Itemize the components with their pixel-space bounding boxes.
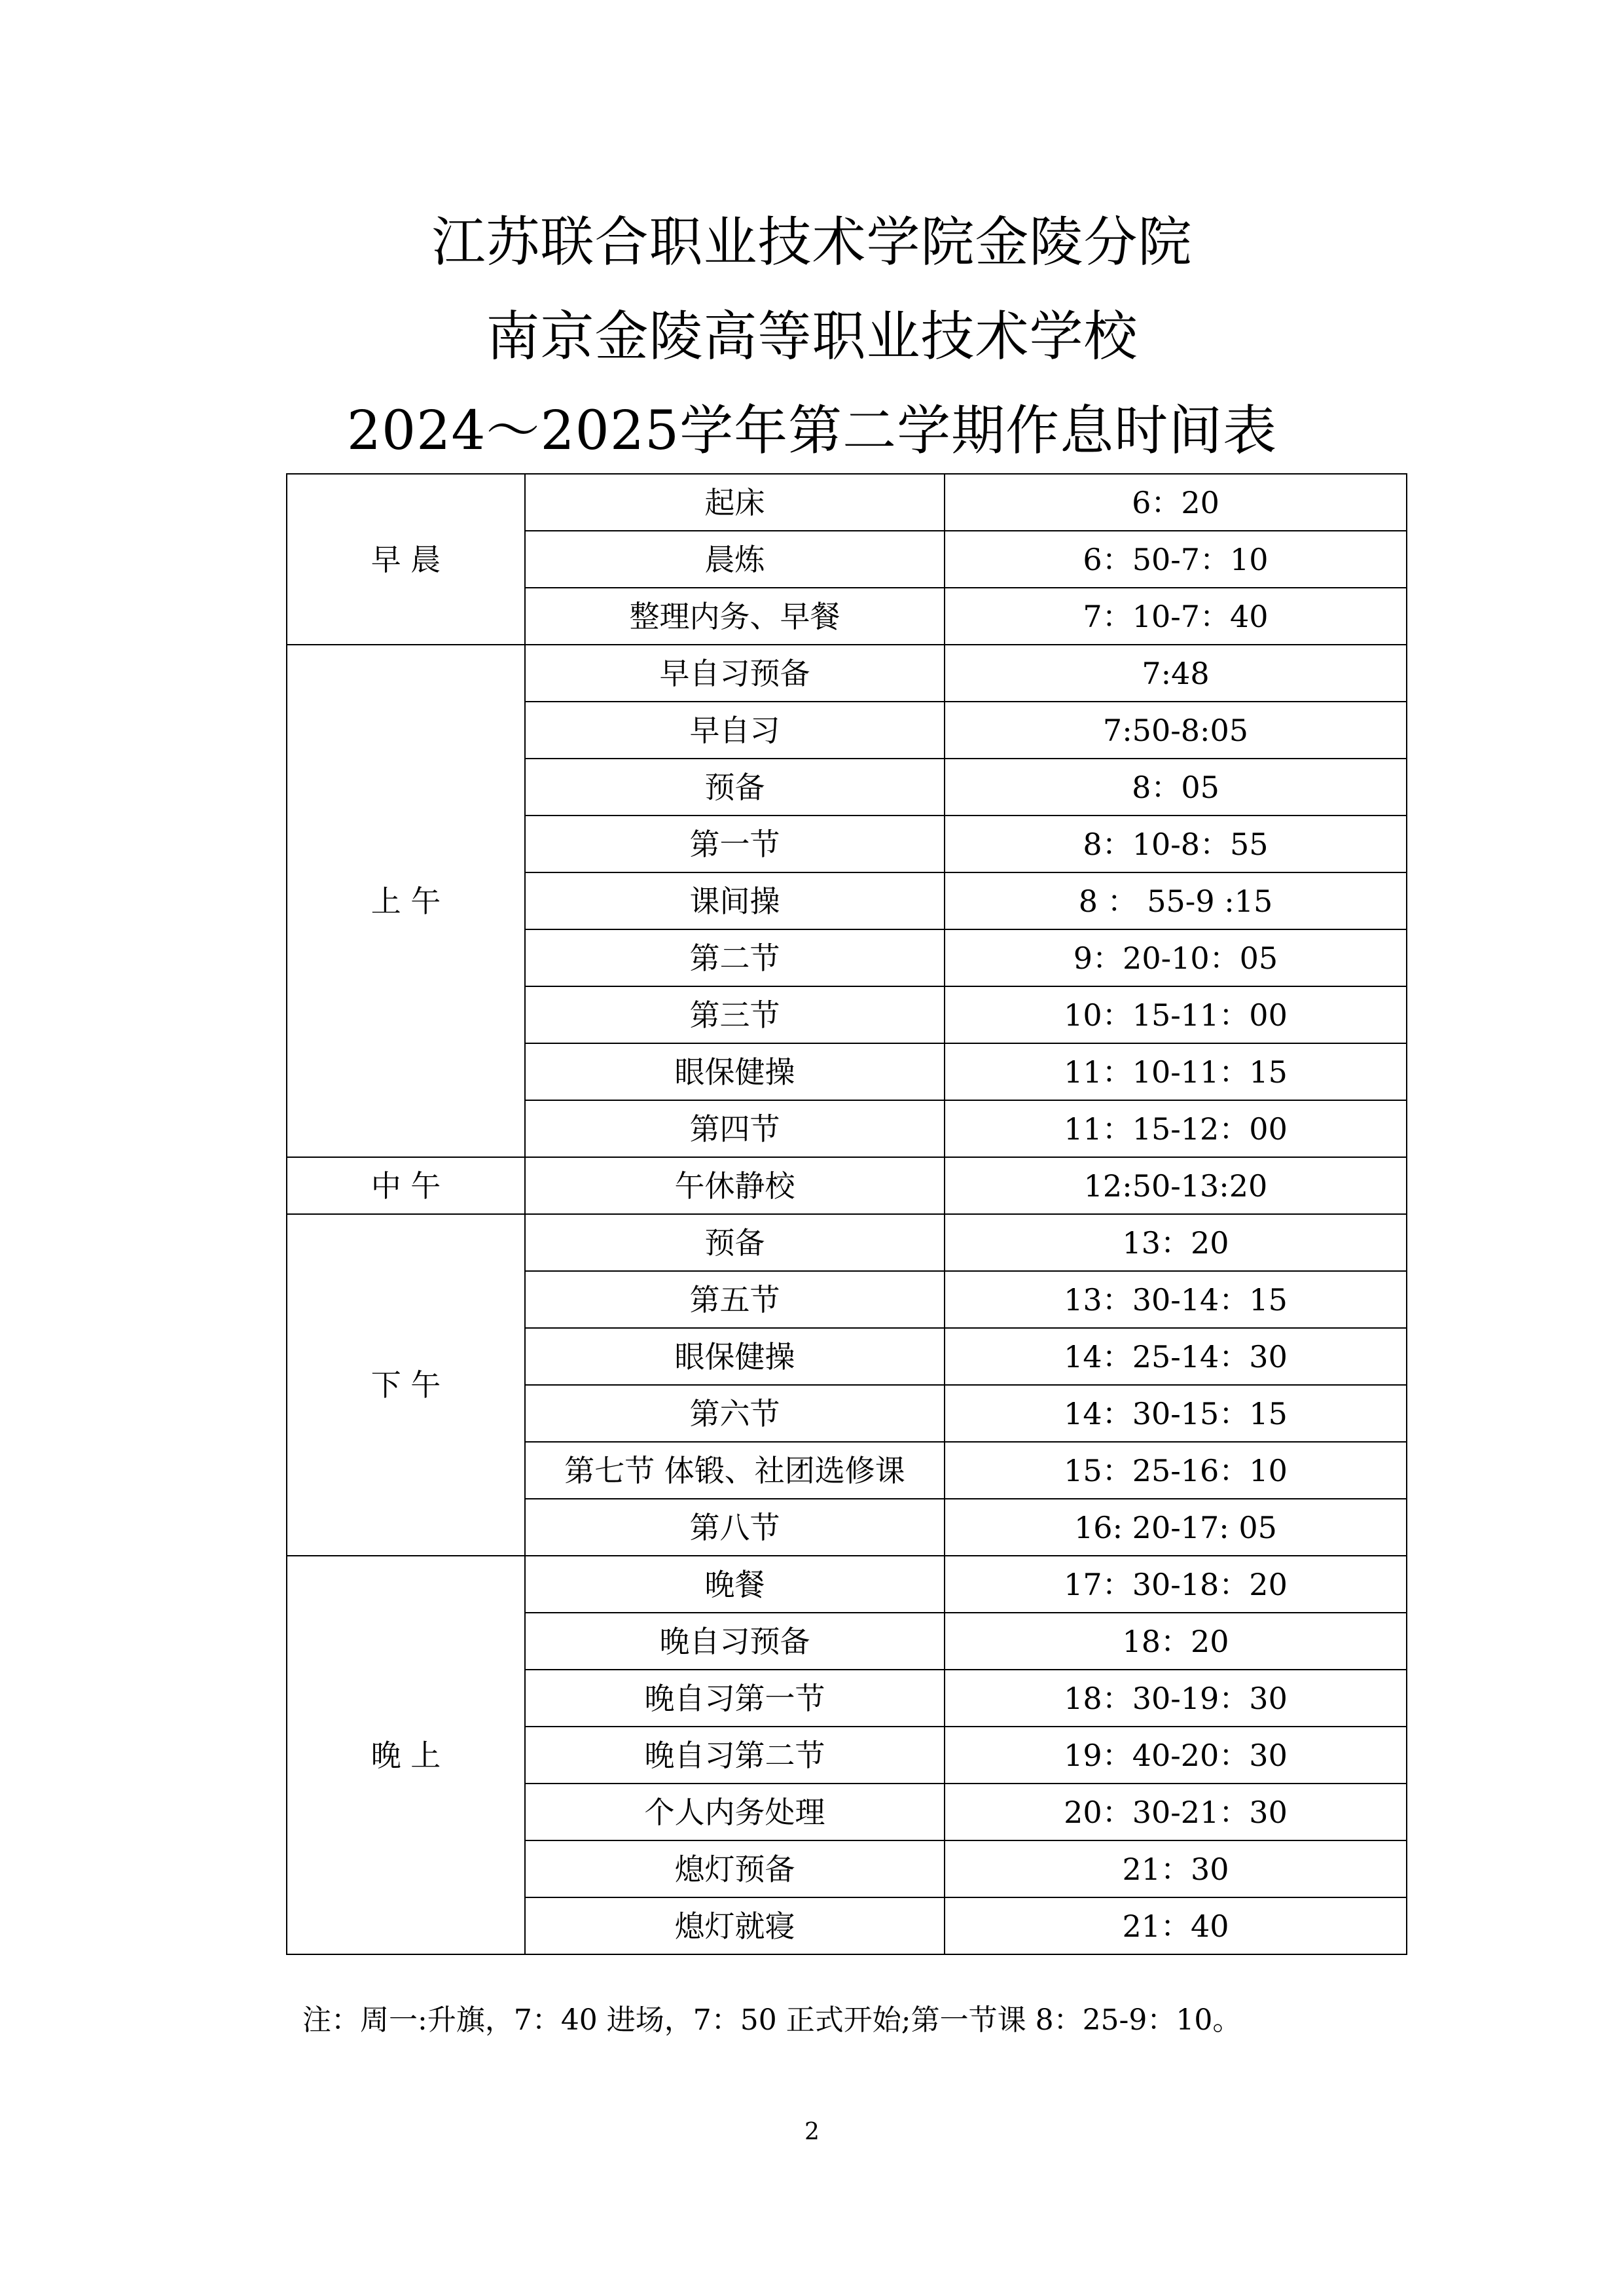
period-cell: 下 午 [287,1214,525,1556]
activity-cell: 个人内务处理 [525,1784,945,1840]
time-cell: 12:50-13:20 [945,1157,1407,1214]
activity-cell: 熄灯预备 [525,1840,945,1897]
schedule-table [286,473,1407,1955]
time-cell: 11：15-12：00 [945,1100,1407,1157]
activity-cell: 第七节 体锻、社团选修课 [525,1442,945,1499]
time-cell: 15：25-16：10 [945,1442,1407,1499]
document-header [0,211,1624,462]
time-cell: 13：30-14：15 [945,1271,1407,1328]
schedule-note: 注：周一:升旗，7：40 进场，7：50 正式开始;第一节课 8：25-9：10。 [302,2003,1242,2037]
activity-cell: 晚自习第二节 [525,1727,945,1784]
school-name-line-2: 南京金陵高等职业技术学校 [486,306,1138,368]
activity-cell: 眼保健操 [525,1043,945,1100]
time-cell: 21：30 [945,1840,1407,1897]
time-cell: 21：40 [945,1897,1407,1954]
activity-cell: 早自习预备 [525,645,945,702]
activity-cell: 第五节 [525,1271,945,1328]
activity-cell: 眼保健操 [525,1328,945,1385]
table-row [287,1556,1407,1613]
time-cell: 20：30-21：30 [945,1784,1407,1840]
activity-cell: 第一节 [525,816,945,872]
time-cell: 7:48 [945,645,1407,702]
schedule-title: 2024～2025学年第二学期作息时间表 [346,400,1278,462]
time-cell: 6：50-7：10 [945,531,1407,588]
time-cell: 18：20 [945,1613,1407,1670]
activity-cell: 整理内务、早餐 [525,588,945,645]
time-cell: 8：05 [945,759,1407,816]
activity-cell: 第四节 [525,1100,945,1157]
time-cell: 13：20 [945,1214,1407,1271]
period-cell: 早 晨 [287,474,525,645]
page-number: 2 [804,2119,820,2145]
activity-cell: 晚自习第一节 [525,1670,945,1727]
time-cell: 7:50-8:05 [945,702,1407,759]
activity-cell: 晚餐 [525,1556,945,1613]
time-cell: 8：10-8：55 [945,816,1407,872]
schedule-table-body [287,474,1407,1954]
activity-cell: 早自习 [525,702,945,759]
time-cell: 8 ： 55-9 :15 [945,872,1407,929]
time-cell: 17：30-18：20 [945,1556,1407,1613]
activity-cell: 预备 [525,759,945,816]
activity-cell: 熄灯就寝 [525,1897,945,1954]
time-cell: 16: 20-17: 05 [945,1499,1407,1556]
activity-cell: 课间操 [525,872,945,929]
activity-cell: 晚自习预备 [525,1613,945,1670]
time-cell: 7：10-7：40 [945,588,1407,645]
time-cell: 10：15-11：00 [945,986,1407,1043]
activity-cell: 起床 [525,474,945,531]
time-cell: 6：20 [945,474,1407,531]
activity-cell: 第六节 [525,1385,945,1442]
period-cell: 晚 上 [287,1556,525,1954]
table-row [287,645,1407,702]
school-name-line-1: 江苏联合职业技术学院金陵分院 [431,211,1193,274]
period-cell: 中 午 [287,1157,525,1214]
activity-cell: 第八节 [525,1499,945,1556]
activity-cell: 第三节 [525,986,945,1043]
activity-cell: 第二节 [525,929,945,986]
activity-cell: 晨炼 [525,531,945,588]
table-row [287,474,1407,531]
table-row [287,1214,1407,1271]
activity-cell: 午休静校 [525,1157,945,1214]
table-row [287,1157,1407,1214]
activity-cell: 预备 [525,1214,945,1271]
time-cell: 11：10-11：15 [945,1043,1407,1100]
time-cell: 14：25-14：30 [945,1328,1407,1385]
time-cell: 9：20-10：05 [945,929,1407,986]
period-cell: 上 午 [287,645,525,1157]
time-cell: 18：30-19：30 [945,1670,1407,1727]
time-cell: 19：40-20：30 [945,1727,1407,1784]
time-cell: 14：30-15：15 [945,1385,1407,1442]
